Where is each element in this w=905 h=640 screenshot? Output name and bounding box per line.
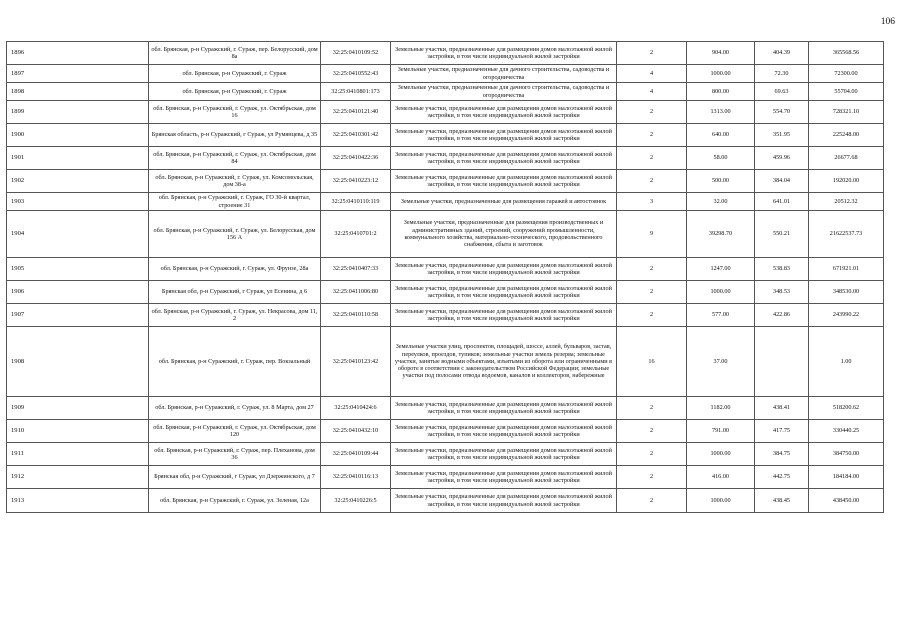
row-cadastral-value: 20512.32: [809, 193, 884, 211]
row-cadastral-number: 32:25:0410116:13: [321, 466, 391, 489]
table-row: [7, 281, 884, 304]
table-body: [7, 42, 884, 513]
row-specific-value: 348.53: [755, 281, 809, 304]
row-area: 1000.00: [687, 443, 755, 466]
row-specific-value: 384.75: [755, 443, 809, 466]
row-cadastral-value: 330440.25: [809, 420, 884, 443]
row-number: 1902: [7, 170, 149, 193]
row-number: 1910: [7, 420, 149, 443]
row-specific-value: 72.30: [755, 65, 809, 83]
row-land-use-purpose: Земельные участки, предназначенные для размещения домов малоэтажной жилой застройки, в том числе индивидуальной жилой застройки: [391, 101, 617, 124]
row-group-number: 2: [617, 147, 687, 170]
row-land-use-purpose: Земельные участки, предназначенные для размещения домов малоэтажной жилой застройки, в том числе индивидуальной жилой застройки: [391, 170, 617, 193]
row-group-number: 3: [617, 193, 687, 211]
row-cadastral-value: 438450.00: [809, 489, 884, 513]
row-cadastral-number: 32:25:0411006:80: [321, 281, 391, 304]
table-row: [7, 65, 884, 83]
table-row: [7, 489, 884, 513]
row-cadastral-number: 32:25:0410801:173: [321, 83, 391, 101]
row-land-use-purpose: Земельные участки, предназначенные для размещения домов малоэтажной жилой застройки, в том числе индивидуальной жилой застройки: [391, 489, 617, 513]
row-group-number: 2: [617, 304, 687, 327]
row-number: 1900: [7, 124, 149, 147]
row-specific-value: 550.21: [755, 211, 809, 258]
row-address: обл. Брянская, р-н Суражский, г. Сураж, ул. Белорусская, дом 156 А: [149, 211, 321, 258]
row-specific-value: 538.83: [755, 258, 809, 281]
row-group-number: 2: [617, 42, 687, 65]
row-number: 1908: [7, 327, 149, 397]
row-area: 1000.00: [687, 281, 755, 304]
row-number: 1896: [7, 42, 149, 65]
row-address: обл. Брянская, р-н Суражский, г. Сураж, ул. Октябрьская, дом 16: [149, 101, 321, 124]
row-group-number: 4: [617, 83, 687, 101]
row-land-use-purpose: Земельные участки, предназначенные для размещения домов малоэтажной жилой застройки, в том числе индивидуальной жилой застройки: [391, 42, 617, 65]
row-address: обл. Брянская, р-н Суражский, г. Сураж, ул. Октябрьская, дом 84: [149, 147, 321, 170]
row-land-use-purpose: Земельные участки, предназначенные для размещения домов малоэтажной жилой застройки, в том числе индивидуальной жилой застройки: [391, 397, 617, 420]
row-specific-value: 351.95: [755, 124, 809, 147]
row-specific-value: 554.70: [755, 101, 809, 124]
row-group-number: 2: [617, 170, 687, 193]
row-specific-value: 438.41: [755, 397, 809, 420]
row-land-use-purpose: Земельные участки, предназначенные для дачного строительства, садоводства и огородничества: [391, 65, 617, 83]
table-row: [7, 170, 884, 193]
row-cadastral-number: 32:25:0410110:58: [321, 304, 391, 327]
row-address: обл. Брянская, р-н Суражский, г. Сураж, ул. Фрунзе, 28а: [149, 258, 321, 281]
row-cadastral-value: 243990.22: [809, 304, 884, 327]
row-group-number: 2: [617, 466, 687, 489]
row-number: 1907: [7, 304, 149, 327]
row-specific-value: 384.04: [755, 170, 809, 193]
table-row: [7, 397, 884, 420]
row-cadastral-number: 32:25:0410110:119: [321, 193, 391, 211]
table-row: [7, 420, 884, 443]
row-specific-value: 459.96: [755, 147, 809, 170]
table-row: [7, 327, 884, 397]
row-cadastral-value: 21622537.73: [809, 211, 884, 258]
row-number: 1911: [7, 443, 149, 466]
row-land-use-purpose: Земельные участки, предназначенные для размещения домов малоэтажной жилой застройки, в том числе индивидуальной жилой застройки: [391, 304, 617, 327]
table-row: [7, 124, 884, 147]
row-land-use-purpose: Земельные участки, предназначенные для размещения домов малоэтажной жилой застройки, в том числе индивидуальной жилой застройки: [391, 147, 617, 170]
row-cadastral-value: 671921.01: [809, 258, 884, 281]
row-group-number: 2: [617, 397, 687, 420]
row-address: обл. Брянская, р-н Суражский, г. Сураж, ГО 30-й квартал, строение 31: [149, 193, 321, 211]
row-group-number: 2: [617, 420, 687, 443]
page-number: 106: [880, 17, 895, 27]
row-cadastral-number: 32:25:0410123:42: [321, 327, 391, 397]
row-address: Брянская обл, р-н Суражский, г Сураж, ул Есенина, д 6: [149, 281, 321, 304]
row-specific-value: [755, 327, 809, 397]
row-area: 500.00: [687, 170, 755, 193]
row-cadastral-value: 728321.10: [809, 101, 884, 124]
row-cadastral-number: 32:25:0410407:33: [321, 258, 391, 281]
row-number: 1897: [7, 65, 149, 83]
row-address: обл. Брянская, р-н Суражский, г. Сураж, пер. Вокзальный: [149, 327, 321, 397]
row-area: 904.00: [687, 42, 755, 65]
row-area: 1000.00: [687, 489, 755, 513]
row-cadastral-number: 32:25:0410121:40: [321, 101, 391, 124]
row-specific-value: 438.45: [755, 489, 809, 513]
row-cadastral-value: 348530.00: [809, 281, 884, 304]
row-group-number: 9: [617, 211, 687, 258]
table-row: [7, 83, 884, 101]
row-specific-value: 404.39: [755, 42, 809, 65]
row-cadastral-value: 192020.00: [809, 170, 884, 193]
row-cadastral-number: 32:25:0410223:12: [321, 170, 391, 193]
row-land-use-purpose: Земельные участки, предназначенные для размещения домов малоэтажной жилой застройки, в том числе индивидуальной жилой застройки: [391, 281, 617, 304]
row-number: 1899: [7, 101, 149, 124]
row-address: Брянская область, р-н Суражский, г Сураж, ул Румянцева, д 35: [149, 124, 321, 147]
row-area: 1247.00: [687, 258, 755, 281]
row-area: 577.00: [687, 304, 755, 327]
table-row: [7, 258, 884, 281]
row-cadastral-number: 32:25:0410552:43: [321, 65, 391, 83]
row-address: обл. Брянская, р-н Суражский, г. Сураж: [149, 65, 321, 83]
row-cadastral-number: 32:25:0410301:42: [321, 124, 391, 147]
row-area: 39298.70: [687, 211, 755, 258]
table-row: [7, 443, 884, 466]
row-cadastral-number: 32:25:0410109:52: [321, 42, 391, 65]
row-cadastral-number: 32:25:0410432:10: [321, 420, 391, 443]
row-cadastral-number: 32:25:0410701:2: [321, 211, 391, 258]
row-group-number: 2: [617, 489, 687, 513]
row-group-number: 2: [617, 443, 687, 466]
row-land-use-purpose: Земельные участки, предназначенные для размещения гаражей и автостоянок: [391, 193, 617, 211]
row-number: 1904: [7, 211, 149, 258]
row-specific-value: 442.75: [755, 466, 809, 489]
row-cadastral-number: 32:25:0410226:5: [321, 489, 391, 513]
row-address: обл. Брянская, р-н Суражский, г. Сураж, ул. Зеленая, 12а: [149, 489, 321, 513]
row-area: 58.00: [687, 147, 755, 170]
cadastral-value-table: [6, 41, 884, 513]
row-address: обл. Брянская, р-н Суражский, г. Сураж, ул. Некрасова, дом 11, 2: [149, 304, 321, 327]
row-address: обл. Брянская, р-н Суражский, г. Сураж, ул. 8 Марта, дом 27: [149, 397, 321, 420]
row-area: 416.00: [687, 466, 755, 489]
row-area: 1000.00: [687, 65, 755, 83]
row-group-number: 4: [617, 65, 687, 83]
row-land-use-purpose: Земельные участки, предназначенные для размещения домов малоэтажной жилой застройки, в том числе индивидуальной жилой застройки: [391, 258, 617, 281]
table-row: [7, 466, 884, 489]
row-area: 791.00: [687, 420, 755, 443]
row-land-use-purpose: Земельные участки, предназначенные для дачного строительства, садоводства и огородничества: [391, 83, 617, 101]
row-land-use-purpose: Земельные участки улиц, проспектов, площадей, шоссе, аллей, бульваров, застав, переулков, проездов, тупиков; земельные участки земель резерва; земельные участки, занятые водными объектами, изъятыми из оборота или ограниченными в обороте в соответствии с законодательством Российской Федерации; земельные участки под полосами отвода водоемов, каналов и коллекторов, набережные: [391, 327, 617, 397]
row-area: 1182.00: [687, 397, 755, 420]
row-land-use-purpose: Земельные участки, предназначенные для размещения домов малоэтажной жилой застройки, в том числе индивидуальной жилой застройки: [391, 420, 617, 443]
row-cadastral-value: 365568.56: [809, 42, 884, 65]
row-group-number: 2: [617, 101, 687, 124]
row-land-use-purpose: Земельные участки, предназначенные для размещения производственных и административных зданий, строений, сооружений промышленности, коммунального хозяйства, материально-технического, продовольственного снабжения, сбыта и заготовок: [391, 211, 617, 258]
row-cadastral-value: 184184.00: [809, 466, 884, 489]
table-row: [7, 101, 884, 124]
row-address: обл. Брянская, р-н Суражский, г. Сураж, пер. Белорусский, дом 8а: [149, 42, 321, 65]
row-specific-value: 69.63: [755, 83, 809, 101]
row-cadastral-value: 55704.00: [809, 83, 884, 101]
row-specific-value: 641.01: [755, 193, 809, 211]
row-number: 1913: [7, 489, 149, 513]
table-row: [7, 147, 884, 170]
table-row: [7, 42, 884, 65]
table-row: [7, 304, 884, 327]
row-cadastral-number: 32:25:0410109:44: [321, 443, 391, 466]
row-land-use-purpose: Земельные участки, предназначенные для размещения домов малоэтажной жилой застройки, в том числе индивидуальной жилой застройки: [391, 443, 617, 466]
row-address: обл. Брянская, р-н Суражский, г. Сураж, пер. Плеханова, дом 36: [149, 443, 321, 466]
row-cadastral-value: 26677.68: [809, 147, 884, 170]
row-cadastral-number: 32:25:0410424:6: [321, 397, 391, 420]
row-address: обл. Брянская, р-н Суражский, г. Сураж: [149, 83, 321, 101]
row-group-number: 2: [617, 124, 687, 147]
row-group-number: 16: [617, 327, 687, 397]
row-cadastral-number: 32:25:0410422:36: [321, 147, 391, 170]
row-cadastral-value: 225248.00: [809, 124, 884, 147]
row-address: обл. Брянская, р-н Суражский, г. Сураж, ул. Октябрьская, дом 120: [149, 420, 321, 443]
row-land-use-purpose: Земельные участки, предназначенные для размещения домов малоэтажной жилой застройки, в том числе индивидуальной жилой застройки: [391, 466, 617, 489]
row-land-use-purpose: Земельные участки, предназначенные для размещения домов малоэтажной жилой застройки, в том числе индивидуальной жилой застройки: [391, 124, 617, 147]
row-specific-value: 422.86: [755, 304, 809, 327]
row-group-number: 2: [617, 258, 687, 281]
row-number: 1901: [7, 147, 149, 170]
row-cadastral-value: 1.00: [809, 327, 884, 397]
row-number: 1906: [7, 281, 149, 304]
row-area: 640.00: [687, 124, 755, 147]
row-group-number: 2: [617, 281, 687, 304]
table-row: [7, 193, 884, 211]
table-row: [7, 211, 884, 258]
row-number: 1905: [7, 258, 149, 281]
row-address: Брянская обл, р-н Суражский, г Сураж, ул Дзержинского, д 7: [149, 466, 321, 489]
row-area: 1313.00: [687, 101, 755, 124]
row-specific-value: 417.75: [755, 420, 809, 443]
row-cadastral-value: 384750.00: [809, 443, 884, 466]
row-number: 1903: [7, 193, 149, 211]
row-area: 32.00: [687, 193, 755, 211]
row-cadastral-value: 518200.62: [809, 397, 884, 420]
row-area: 800.00: [687, 83, 755, 101]
row-number: 1912: [7, 466, 149, 489]
row-area: 37.00: [687, 327, 755, 397]
row-cadastral-value: 72300.00: [809, 65, 884, 83]
row-number: 1909: [7, 397, 149, 420]
row-number: 1898: [7, 83, 149, 101]
row-address: обл. Брянская, р-н Суражский, г. Сураж, ул. Комсомольская, дом 38-а: [149, 170, 321, 193]
